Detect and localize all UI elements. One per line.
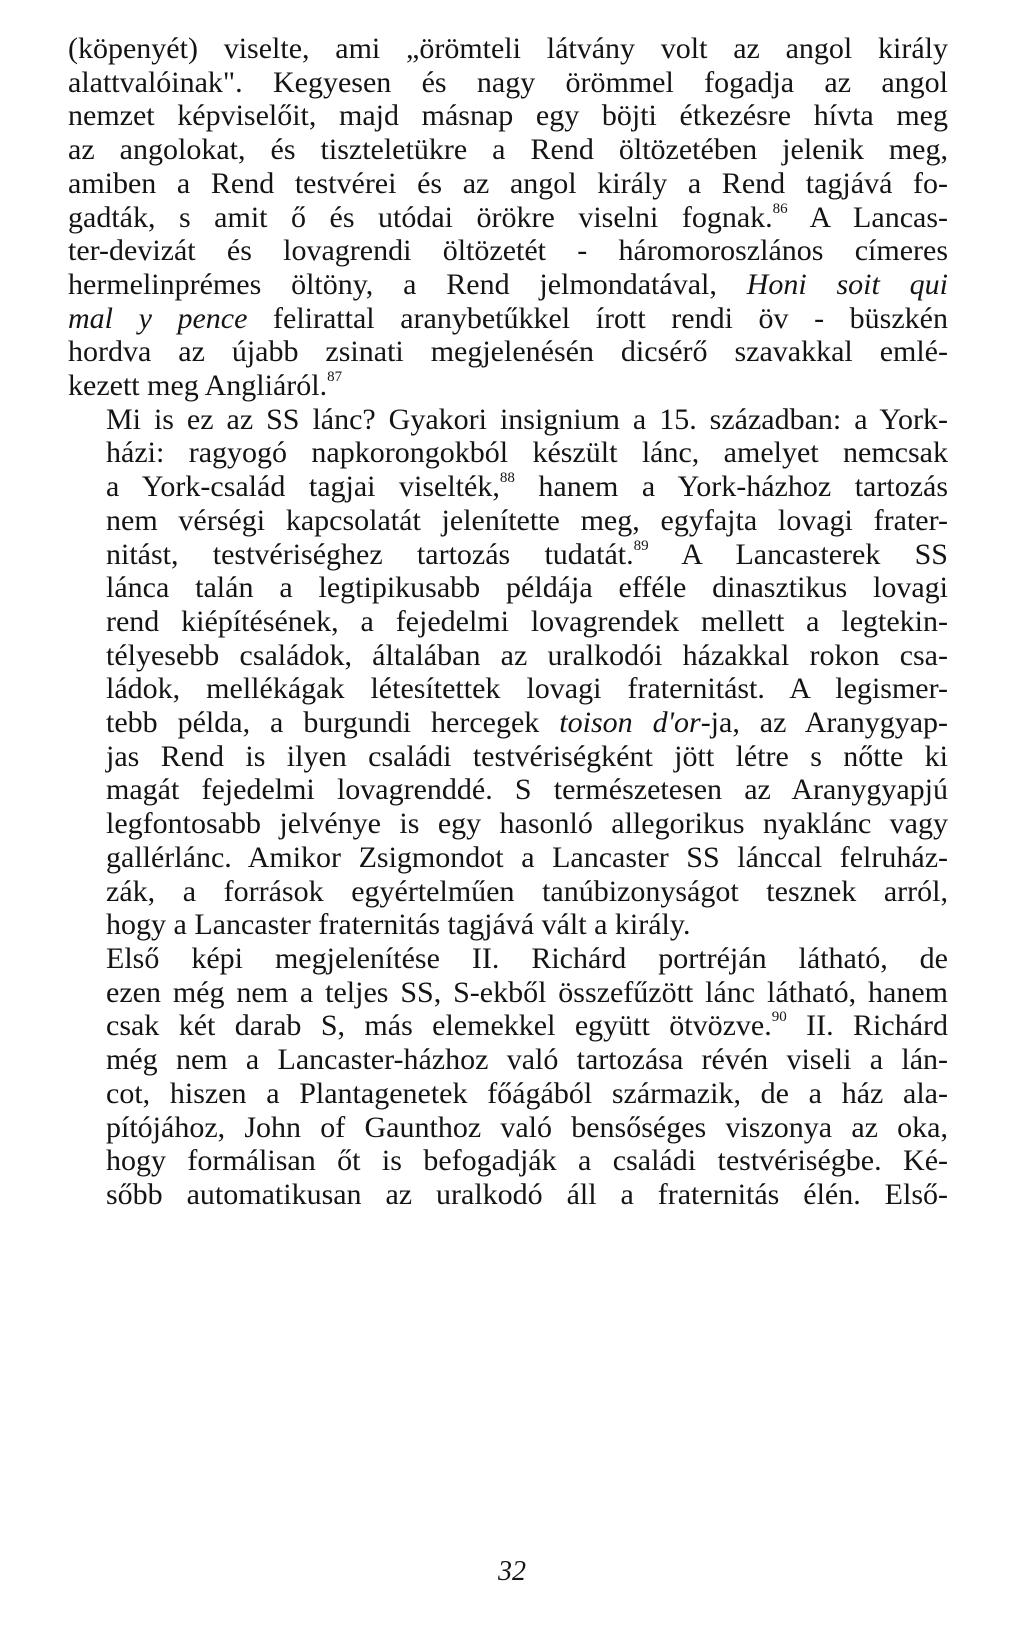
italic-run: mal y pence bbox=[68, 301, 248, 335]
text-line bbox=[68, 538, 948, 572]
text-line bbox=[68, 335, 948, 369]
text-run: felirattal aranybetűkkel írott rendi öv - büszkén bbox=[247, 301, 948, 335]
text-line bbox=[68, 908, 948, 942]
text-run: az angolokat, és tiszteletükre a Rend öltözetében jelenik meg, bbox=[68, 133, 948, 167]
text-line bbox=[68, 1043, 948, 1077]
text-line bbox=[68, 99, 948, 133]
text-run: télyesebb családok, általában az uralkodói házakkal rokon csa- bbox=[106, 638, 948, 672]
footnote-marker: 90 bbox=[771, 1009, 787, 1026]
text-run: A Lancasterek SS bbox=[648, 537, 948, 571]
text-run: a York-család tagjai viselték, bbox=[106, 470, 500, 504]
text-run: hordva az újabb zsinati megjelenésén dicsérő szavakkal emlé- bbox=[68, 335, 948, 369]
text-line bbox=[68, 875, 948, 909]
text-line bbox=[68, 66, 948, 100]
text-run: II. Richárd bbox=[786, 1009, 948, 1043]
page-body bbox=[68, 32, 948, 1212]
text-run: Első képi megjelenítése II. Richárd portréján látható, de bbox=[106, 941, 948, 975]
text-run: ter-devizát és lovagrendi öltözetét - háromoroszlános címeres bbox=[68, 234, 948, 268]
text-run: Mi is ez az SS lánc? Gyakori insignium a 15. században: a York- bbox=[106, 402, 948, 436]
text-run: pítójához, John of Gaunthoz való bensőséges viszonya az oka, bbox=[106, 1110, 948, 1144]
text-run: ezen még nem a teljes SS, S-ekből összefűzött lánc látható, hanem bbox=[106, 975, 948, 1009]
text-run: hogy formálisan őt is befogadják a családi testvériségbe. Ké- bbox=[106, 1144, 948, 1178]
text-run: amiben a Rend testvérei és az angol király a Rend tagjává fo- bbox=[68, 166, 948, 200]
text-run: gallérlánc. Amikor Zsigmondot a Lancaster SS lánccal felruház- bbox=[106, 840, 948, 874]
text-run: legfontosabb jelvénye is egy hasonló allegorikus nyaklánc vagy bbox=[106, 807, 948, 841]
text-run: -ja, az Aranygyap- bbox=[700, 706, 949, 740]
paragraph bbox=[68, 32, 948, 403]
text-run: hogy a Lancaster fraternitás tagjává vált a király. bbox=[106, 908, 691, 942]
text-line bbox=[68, 133, 948, 167]
text-run: hanem a York-házhoz tartozás bbox=[514, 470, 948, 504]
text-line bbox=[68, 234, 948, 268]
text-line bbox=[68, 942, 948, 976]
text-run: gadták, s amit ő és utódai örökre viselni fognak. bbox=[68, 200, 773, 234]
text-line bbox=[68, 1111, 948, 1145]
text-line bbox=[68, 201, 948, 235]
text-run: nitást, testvériséghez tartozás tudatát. bbox=[106, 537, 634, 571]
text-run: hermelinprémes öltöny, a Rend jelmondatával, bbox=[68, 267, 747, 301]
text-line bbox=[68, 773, 948, 807]
paragraph bbox=[68, 403, 948, 942]
text-run: nemzet képviselőit, majd másnap egy böjti étkezésre hívta meg bbox=[68, 99, 948, 133]
text-run: kezett meg Angliáról. bbox=[68, 369, 328, 403]
footnote-marker: 87 bbox=[327, 369, 343, 386]
text-line bbox=[68, 841, 948, 875]
text-line bbox=[68, 571, 948, 605]
text-line bbox=[68, 403, 948, 437]
text-line bbox=[68, 369, 948, 403]
paragraph bbox=[68, 942, 948, 1212]
text-run: (köpenyét) viselte, ami „örömteli látvány volt az angol király bbox=[68, 32, 948, 65]
italic-run: Honi soit qui bbox=[746, 267, 948, 301]
text-line bbox=[68, 504, 948, 538]
text-line bbox=[68, 672, 948, 706]
text-run: csak két darab S, más elemekkel együtt ötvözve. bbox=[106, 1009, 772, 1043]
text-line bbox=[68, 639, 948, 673]
text-line bbox=[68, 1144, 948, 1178]
text-run: rend kiépítésének, a fejedelmi lovagrendek mellett a legtekin- bbox=[106, 604, 948, 638]
text-line bbox=[68, 976, 948, 1010]
text-line bbox=[68, 740, 948, 774]
page-number: 32 bbox=[498, 1556, 526, 1587]
footnote-marker: 88 bbox=[499, 470, 515, 487]
text-run: A Lancas- bbox=[787, 200, 948, 234]
text-line bbox=[68, 32, 948, 66]
text-line bbox=[68, 470, 948, 504]
text-line bbox=[68, 1009, 948, 1043]
text-run: ládok, mellékágak létesítettek lovagi fraternitást. A legismer- bbox=[106, 672, 948, 706]
italic-run: toison d'or bbox=[559, 706, 701, 740]
text-run: cot, hiszen a Plantagenetek főágából származik, de a ház ala- bbox=[106, 1076, 948, 1110]
text-run: még nem a Lancaster-házhoz való tartozása révén viseli a lán- bbox=[106, 1043, 948, 1077]
text-line bbox=[68, 167, 948, 201]
text-run: jas Rend is ilyen családi testvériségként jött létre s nőtte ki bbox=[106, 739, 948, 773]
text-line bbox=[68, 268, 948, 302]
text-line bbox=[68, 302, 948, 336]
footnote-marker: 89 bbox=[633, 537, 649, 554]
text-run: nem vérségi kapcsolatát jelenítette meg, egyfajta lovagi frater- bbox=[106, 503, 948, 537]
footnote-marker: 86 bbox=[772, 200, 788, 217]
text-run: magát fejedelmi lovagrenddé. S természetesen az Aranygyapjú bbox=[106, 773, 948, 807]
text-run: tebb példa, a burgundi hercegek bbox=[106, 706, 560, 740]
text-run: zák, a források egyértelműen tanúbizonyságot tesznek arról, bbox=[106, 874, 948, 908]
text-line bbox=[68, 605, 948, 639]
text-line bbox=[68, 706, 948, 740]
text-run: házi: ragyogó napkorongokból készült lánc, amelyet nemcsak bbox=[106, 436, 948, 470]
text-line bbox=[68, 1178, 948, 1212]
text-run: alattvalóinak". Kegyesen és nagy örömmel fogadja az angol bbox=[68, 65, 948, 99]
text-line bbox=[68, 807, 948, 841]
text-line bbox=[68, 1077, 948, 1111]
text-run: lánca talán a legtipikusabb példája efféle dinasztikus lovagi bbox=[106, 571, 948, 605]
text-line bbox=[68, 436, 948, 470]
text-run: sőbb automatikusan az uralkodó áll a fraternitás élén. Első- bbox=[106, 1177, 948, 1211]
